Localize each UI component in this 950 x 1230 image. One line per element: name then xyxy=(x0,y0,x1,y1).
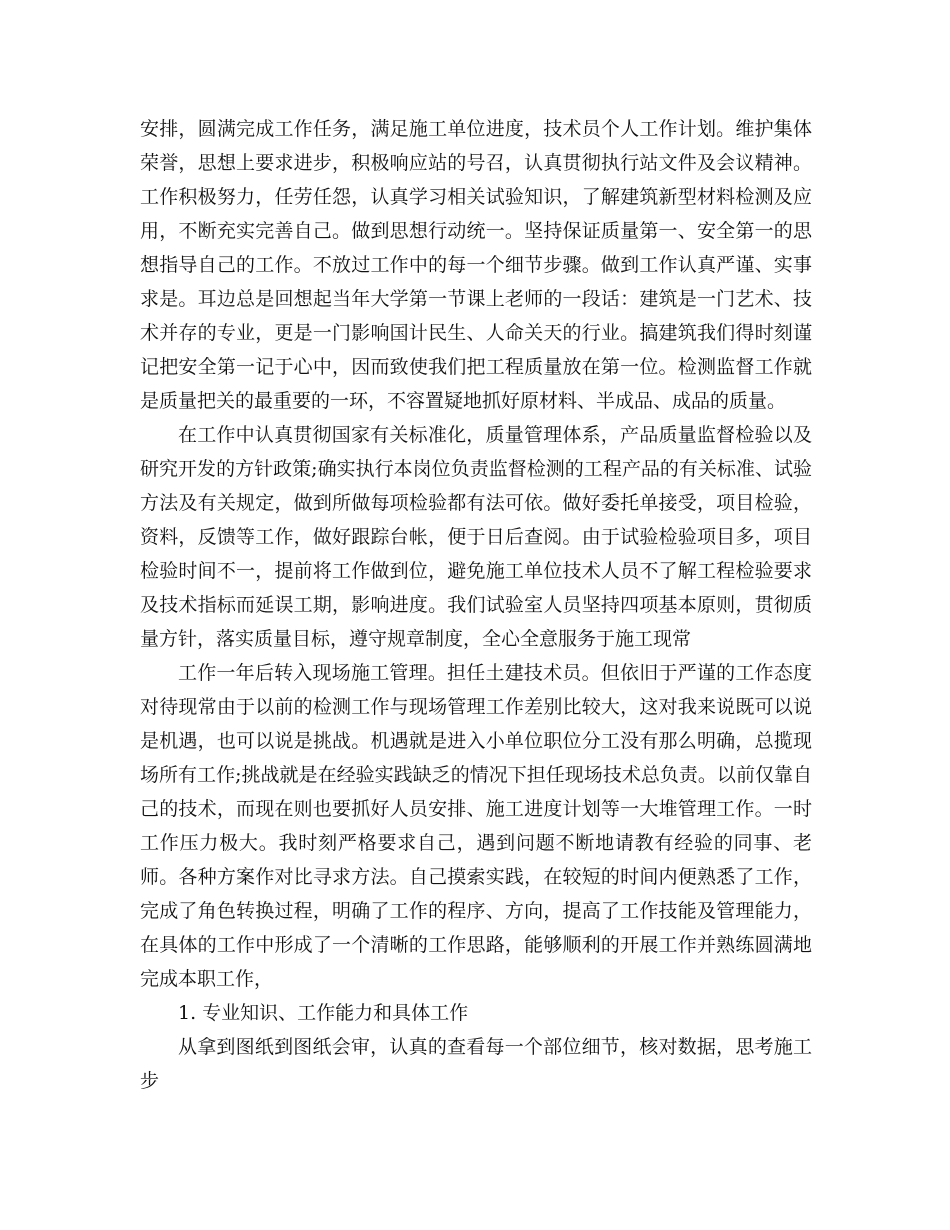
section-heading: 1. 专业知识、工作能力和具体工作 xyxy=(178,1002,469,1024)
paragraph-3: 工作一年后转入现场施工管理。担任土建技术员。但依旧于严谨的工作态度对待现常由于以前的检测工作与现场管理工作差别比较大，这对我来说既可以说是机遇，也可以说是挑战。机遇就是进入小单位职位分工没有那么明确，总揽现场所有工作;挑战就是在经验实践缺乏的情况下担任现场技术总负责。以前仅靠自己的技术，而现在则也要抓好人员安排、施工进度计划等一大堆管理工作。一时工作压力极大。我时刻严格要求自己，遇到问题不断地请教有经验的同事、老师。各种方案作对比寻求方法。自己摸索实践，在较短的时间内便熟悉了工作，完成了角色转换过程，明确了工作的程序、方向，提高了工作技能及管理能力，在具体的工作中形成了一个清晰的工作思路，能够顺利的开展工作并熟练圆满地完成本职工作， xyxy=(140,662,812,990)
document-body xyxy=(140,112,812,1098)
paragraph-1: 安排，圆满完成工作任务，满足施工单位进度，技术员个人工作计划。维护集体荣誉，思想上要求进步，积极响应站的号召，认真贯彻执行站文件及会议精神。工作积极努力，任劳任怨，认真学习相关试验知识，了解建筑新型材料检测及应用，不断充实完善自己。做到思想行动统一。坚持保证质量第一、安全第一的思想指导自己的工作。不放过工作中的每一个细节步骤。做到工作认真严谨、实事求是。耳边总是回想起当年大学第一节课上老师的一段话：建筑是一门艺术、技术并存的专业，更是一门影响国计民生、人命关天的行业。搞建筑我们得时刻谨记把安全第一记于心中，因而致使我们把工程质量放在第一位。检测监督工作就是质量把关的最重要的一环，不容置疑地抓好原材料、半成品、成品的质量。 xyxy=(140,118,812,412)
paragraph-4: 从拿到图纸到图纸会审，认真的查看每一个部位细节，核对数据，思考施工步 xyxy=(140,1036,812,1092)
paragraph-2: 在工作中认真贯彻国家有关标准化，质量管理体系，产品质量监督检验以及研究开发的方针政策;确实执行本岗位负责监督检测的工程产品的有关标准、试验方法及有关规定，做到所做每项检验都有法可依。做好委托单接受，项目检验，资料，反馈等工作，做好跟踪台帐，便于日后查阅。由于试验检验项目多，项目检验时间不一，提前将工作做到位，避免施工单位技术人员不了解工程检验要求及技术指标而延误工期，影响进度。我们试验室人员坚持四项基本原则，贯彻质量方针，落实质量目标，遵守规章制度，全心全意服务于施工现常 xyxy=(140,424,812,650)
